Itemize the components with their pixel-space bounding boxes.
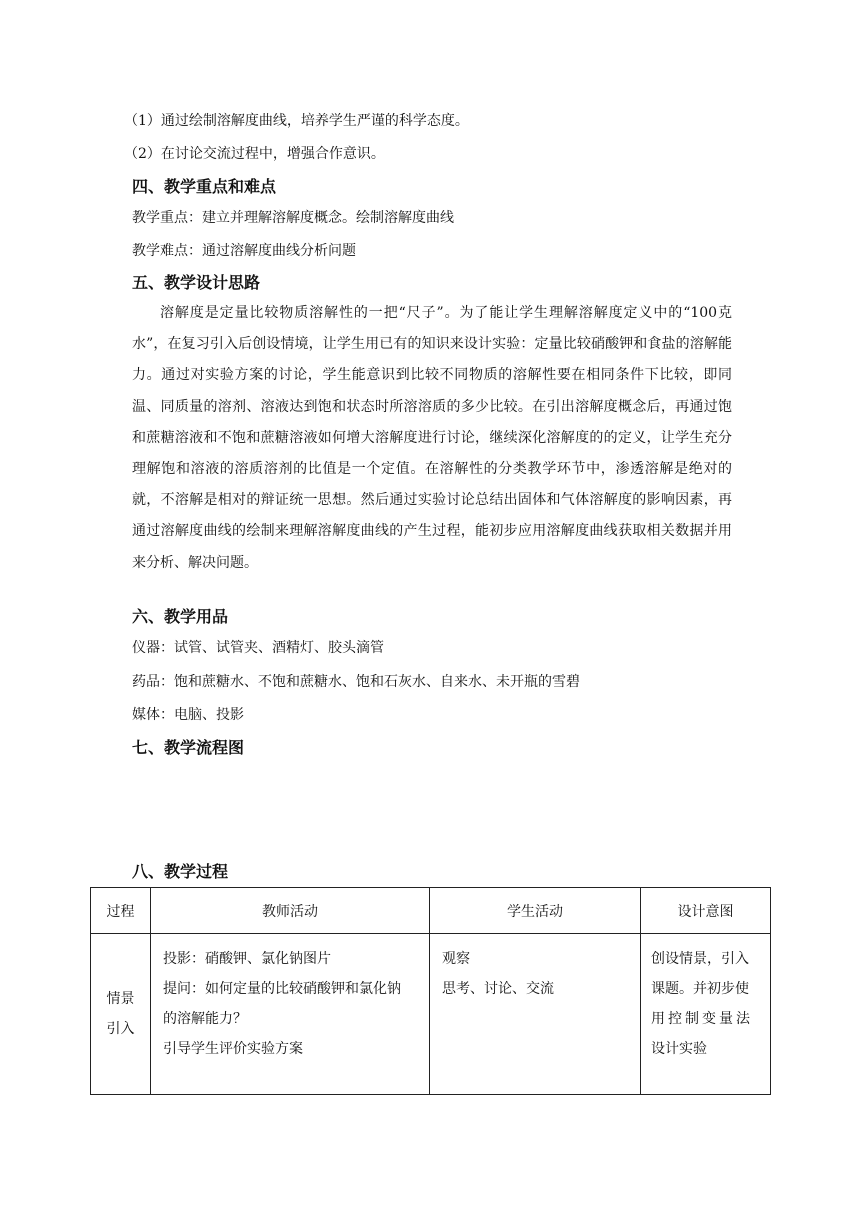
header-teacher-activity: 教师活动 [151,888,430,934]
teaching-key-point: 教学重点：建立并理解溶解度概念。绘制溶解度曲线 [132,210,454,226]
teacher-activity-line: 引导学生评价实验方案 [163,1041,303,1057]
table-header-row [91,888,771,934]
process-line: 情景 [106,991,135,1007]
section-heading-4: 四、教学重点和难点 [132,177,277,196]
section-heading-5: 五、教学设计思路 [132,273,261,292]
teacher-activity-line: 投影：硝酸钾、氯化钠图片 [163,951,331,967]
media-line: 媒体：电脑、投影 [132,707,244,723]
teacher-activity-cell [151,934,430,1095]
section-heading-6: 六、教学用品 [132,607,229,626]
goal-item-1: （1）通过绘制溶解度曲线，培养学生严谨的科学态度。 [124,113,469,129]
design-intent-cell [641,934,771,1095]
header-student-activity: 学生活动 [430,888,641,934]
design-idea-paragraph [132,298,732,579]
teaching-difficulty: 教学难点：通过溶解度曲线分析问题 [132,243,356,259]
design-idea-text: 溶解度是定量比较物质溶解性的一把“尺子”。为了能让学生理解溶解度定义中的“100克水”，在复习引入后创设情境，让学生用已有的知识来设计实验：定量比较硝酸钾和食盐的溶解能力。通过对实验方案的讨论，学生能意识到比较不同物质的溶解性要在相同条件下比较，即同温、同质量的溶剂、溶液达到饱和状态时所溶溶质的多少比较。在引出溶解度概念后，再通过饱和蔗糖溶液和不饱和蔗糖溶液如何增大溶解度进行讨论，继续深化溶解度的的定义，让学生充分理解饱和溶液的溶质溶剂的比值是一个定值。在溶解性的分类教学环节中，渗透溶解是绝对的就，不溶解是相对的辩证统一思想。然后通过实验讨论总结出固体和气体溶解度的影响因素，再通过溶解度曲线的绘制来理解溶解度曲线的产生过程，能初步应用溶解度曲线获取相关数据并用来分析、解决问题。 [132,305,732,571]
header-design-intent: 设计意图 [641,888,771,934]
process-cell [91,934,151,1095]
header-process: 过程 [91,888,151,934]
section-heading-7: 七、教学流程图 [132,738,245,757]
instruments-line: 仪器：试管、试管夹、酒精灯、胶头滴管 [132,640,384,656]
student-activity-cell [430,934,641,1095]
student-activity-line: 思考、讨论、交流 [442,981,554,997]
student-activity-line: 观察 [442,951,470,967]
process-line: 引入 [106,1021,135,1037]
table-row [91,934,771,1095]
design-intent-line: 创设情景，引入 [651,951,749,967]
teaching-process-table [90,887,771,1095]
reagents-line: 药品：饱和蔗糖水、不饱和蔗糖水、饱和石灰水、自来水、未开瓶的雪碧 [132,674,580,690]
goal-item-2: （2）在讨论交流过程中，增强合作意识。 [124,146,385,162]
teacher-activity-line: 提问：如何定量的比较硝酸钾和氯化钠 [163,981,401,997]
teacher-activity-line: 的溶解能力？ [163,1011,247,1027]
design-intent-line: 课题。并初步使 [651,981,749,997]
section-heading-8: 八、教学过程 [132,862,229,881]
design-intent-line: 设计实验 [651,1041,707,1057]
design-intent-line: 用控制变量法 [651,1011,753,1027]
